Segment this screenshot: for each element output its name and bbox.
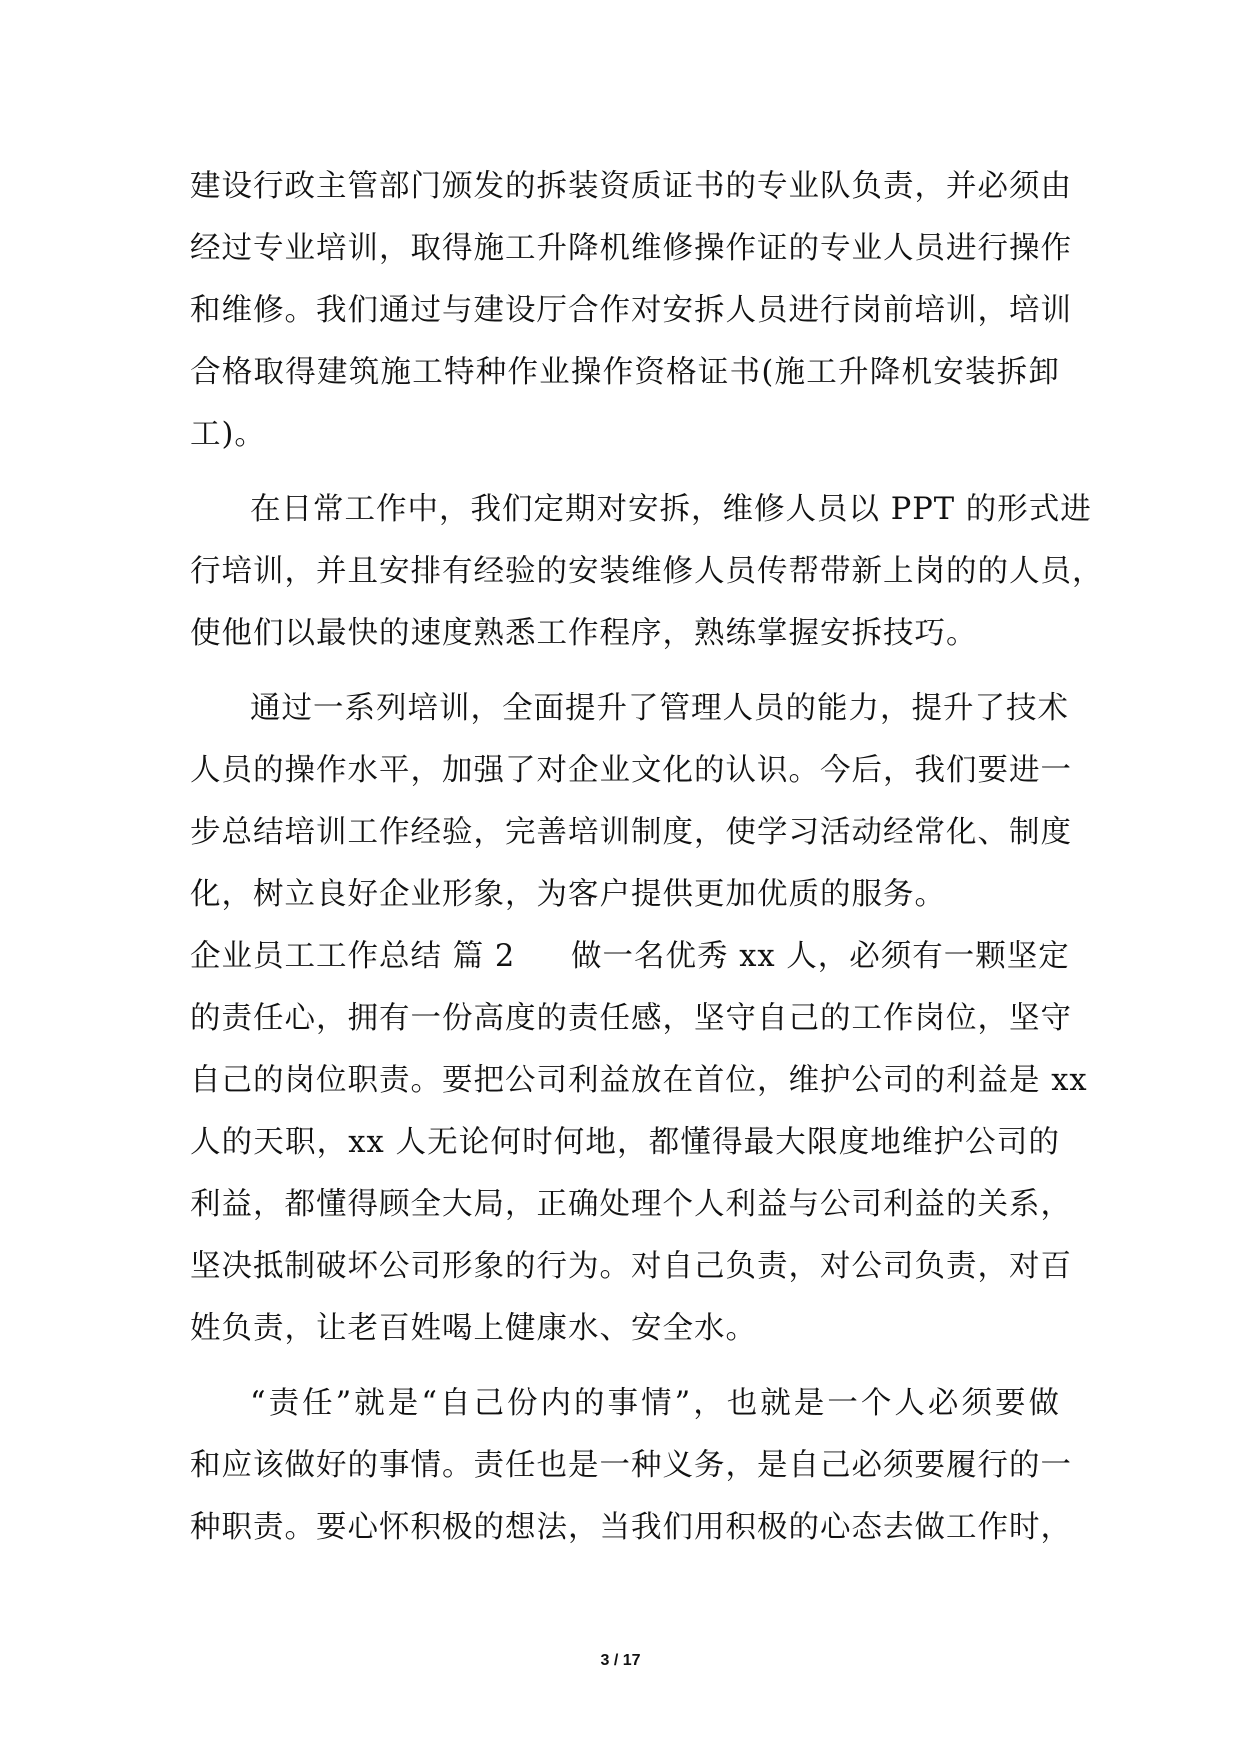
paragraph-line: 通过一系列培训，全面提升了管理人员的能力，提升了技术: [250, 691, 1069, 726]
page-number: 3 / 17: [600, 1652, 641, 1669]
section-heading-line: [190, 927, 1070, 987]
paragraph-line: “责任”就是“自己份内的事情”，也就是一个人必须要做: [250, 1386, 1060, 1421]
paragraph-line: 种职责。要心怀积极的想法，当我们用积极的心态去做工作时，: [190, 1510, 1072, 1545]
paragraph-line: 的责任心，拥有一份高度的责任感，坚守自己的工作岗位，坚守: [190, 1001, 1072, 1036]
paragraph-line: 使他们以最快的速度熟悉工作程序，熟练掌握安拆技巧。: [190, 616, 978, 651]
paragraph-line: 经过专业培训，取得施工升降机维修操作证的专业人员进行操作: [190, 231, 1072, 266]
paragraph-line: 自己的岗位职责。要把公司利益放在首位，维护公司的利益是 xx: [190, 1063, 1088, 1098]
paragraph-line: 人的天职，xx 人无论何时何地，都懂得最大限度地维护公司的: [190, 1125, 1060, 1160]
paragraph-line: 合格取得建筑施工特种作业操作资格证书(施工升降机安装拆卸: [190, 355, 1060, 390]
paragraph-line: 工)。: [190, 417, 266, 452]
paragraph-line: 做一名优秀 xx 人，必须有一颗坚定: [571, 939, 1070, 974]
paragraph-line: 人员的操作水平，加强了对企业文化的认识。今后，我们要进一: [190, 753, 1072, 788]
paragraph-line: 化，树立良好企业形象，为客户提供更加优质的服务。: [190, 877, 946, 912]
paragraph-line: 建设行政主管部门颁发的拆装资质证书的专业队负责，并必须由: [190, 169, 1072, 204]
paragraph-line: 和维修。我们通过与建设厅合作对安拆人员进行岗前培训，培训: [190, 293, 1072, 328]
paragraph-line: 坚决抵制破坏公司形象的行为。对自己负责，对公司负责，对百: [190, 1249, 1072, 1284]
paragraph-line: 行培训，并且安排有经验的安装维修人员传帮带新上岗的的人员，: [190, 554, 1104, 589]
paragraph-line: 在日常工作中，我们定期对安拆，维修人员以 PPT 的形式进: [250, 492, 1092, 527]
paragraph-line: 和应该做好的事情。责任也是一种义务，是自己必须要履行的一: [190, 1448, 1072, 1483]
paragraph-line: 利益，都懂得顾全大局，正确处理个人利益与公司利益的关系，: [190, 1187, 1072, 1222]
paragraph-line: 步总结培训工作经验，完善培训制度，使学习活动经常化、制度: [190, 815, 1072, 850]
paragraph-line: 姓负责，让老百姓喝上健康水、安全水。: [190, 1311, 757, 1346]
section-heading: 企业员工工作总结 篇 2: [190, 939, 516, 974]
